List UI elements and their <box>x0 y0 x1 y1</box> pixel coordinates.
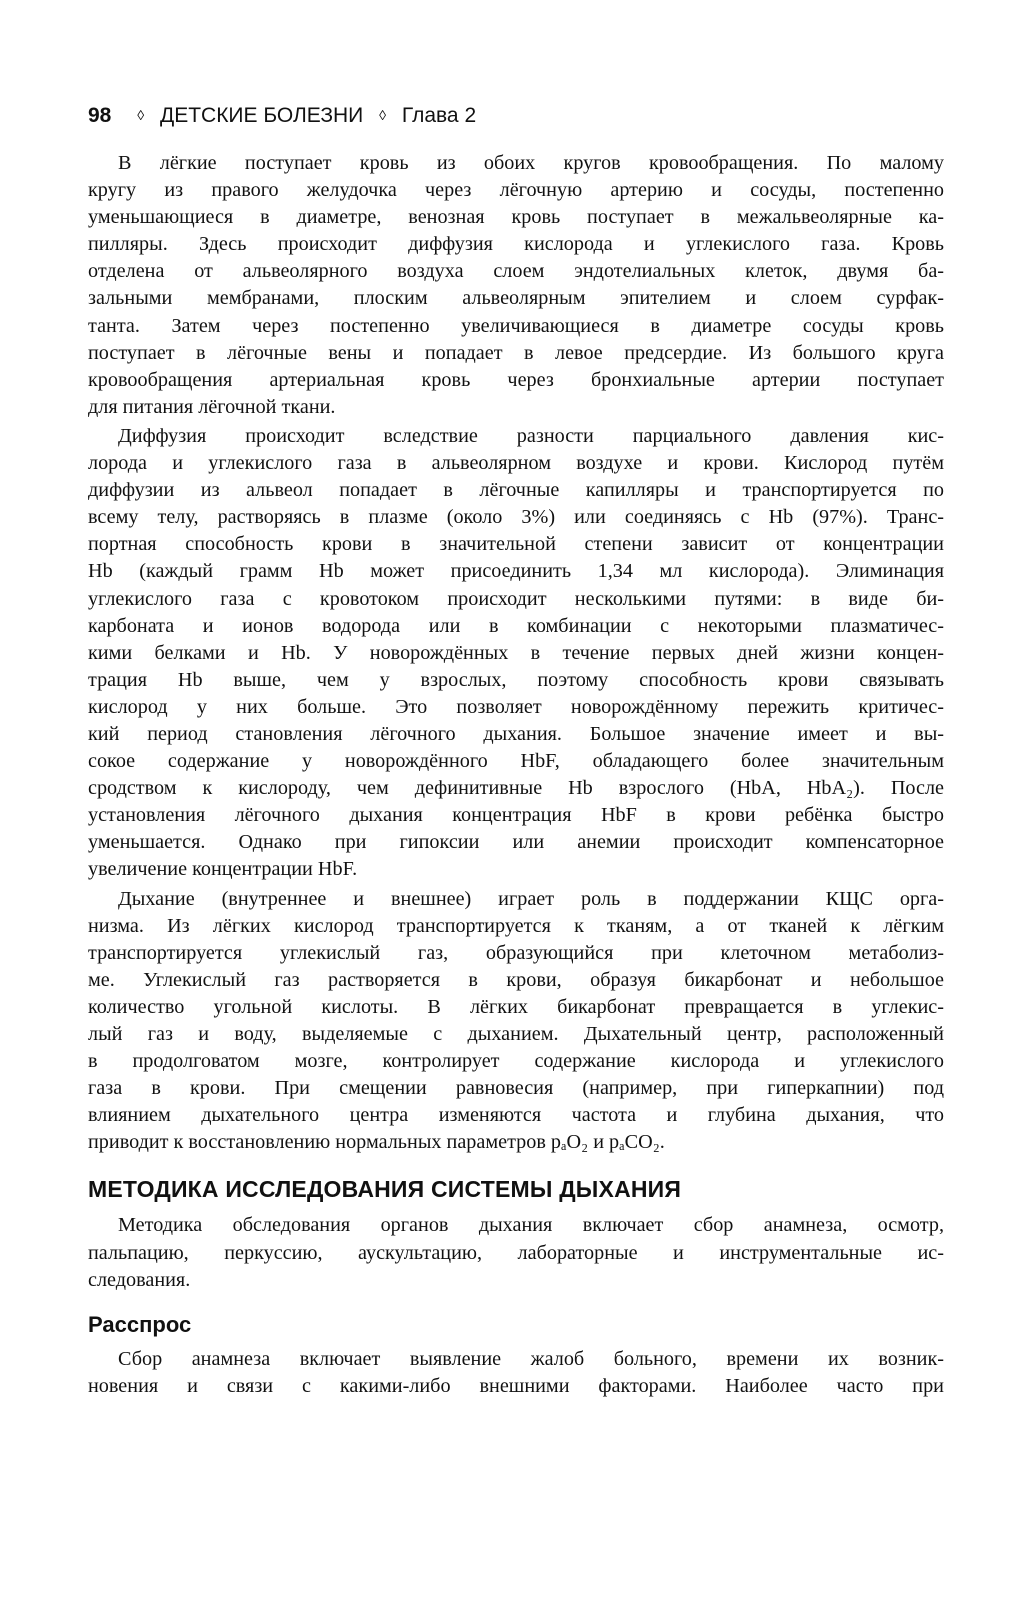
page-number: 98 <box>88 104 112 127</box>
subsection-heading: Расспрос <box>88 1311 192 1337</box>
text-line: диффузии из альвеол попадает в лёгочные капилляры и транспортируется по <box>88 479 944 502</box>
text-line: всему телу, растворяясь в плазме (около 3%) или соединяясь с Hb (97%). Транс- <box>88 506 944 529</box>
text-line: Дыхание (внутреннее и внешнее) играет роль в поддержании КЩС орга- <box>118 887 944 910</box>
text-line: зальными мембранами, плоским альвеолярным эпителием и слоем сурфак- <box>88 287 944 310</box>
section-heading: МЕТОДИКА ИССЛЕДОВАНИЯ СИСТЕМЫ ДЫХАНИЯ <box>88 1176 682 1203</box>
text-line: кровообращения артериальная кровь через бронхиальные артерии поступает <box>88 368 944 391</box>
text-line: отделена от альвеолярного воздуха слоем эндотелиальных клеток, двумя ба- <box>88 260 944 283</box>
text-line: кими белками и Hb. У новорождённых в течение первых дней жизни концен- <box>88 641 944 664</box>
text-line: лый газ и воду, выделяемые с дыханием. Дыхательный центр, расположенный <box>88 1023 944 1045</box>
text-line: портная способность крови в значительной степени зависит от концентрации <box>88 533 944 556</box>
book-title: ДЕТСКИЕ БОЛЕЗНИ <box>159 104 364 127</box>
text-line: количество угольной кислоты. В лёгких бикарбонат превращается в углекис- <box>88 995 944 1018</box>
text-line: Hb (каждый грамм Hb может присоединить 1,34 мл кислорода). Элиминация <box>88 560 944 583</box>
text-line: сокое содержание у новорождённого HbF, обладающего более значительным <box>88 750 944 773</box>
text-line: влиянием дыхательного центра изменяются частота и глубина дыхания, что <box>88 1104 944 1127</box>
text-line: кий период становления лёгочного дыхания. Большое значение имеет и вы- <box>88 722 944 745</box>
text-line: газа в крови. При смещении равновесия (например, при гиперкапнии) под <box>88 1077 944 1100</box>
text-line: уменьшается. Однако при гипоксии или анемии происходит компенсаторное <box>88 831 944 854</box>
text-line: Сбор анамнеза включает выявление жалоб больного, времени их возник- <box>118 1347 944 1370</box>
running-head <box>88 100 944 133</box>
text-line: пальпацию, перкуссию, аускультацию, лабораторные и инструментальные ис- <box>88 1241 944 1264</box>
text-line: Методика обследования органов дыхания включает сбор анамнеза, осмотр, <box>118 1214 944 1237</box>
diamond-separator-icon: ◊ <box>137 107 145 123</box>
text-line: карбоната и ионов водорода или в комбинации с некоторыми плазматичес- <box>88 614 944 637</box>
text-line: В лёгкие поступает кровь из обоих кругов кровообращения. По малому <box>118 152 944 174</box>
text-line: установления лёгочного дыхания концентрация HbF в крови ребёнка быстро <box>88 804 944 827</box>
paragraph-circulation <box>88 150 944 421</box>
text-line: танта. Затем через постепенно увеличивающиеся в диаметре сосуды кровь <box>88 314 944 337</box>
paragraph-respiration <box>88 886 944 1157</box>
text-line: следования. <box>88 1268 191 1291</box>
book-page <box>88 100 944 1400</box>
text-line: трация Hb выше, чем у взрослых, поэтому способность крови связывать <box>88 668 944 691</box>
text-line: для питания лёгочной ткани. <box>88 395 336 418</box>
text-line: уменьшающиеся в диаметре, венозная кровь поступает в межальвеолярные ка- <box>88 206 944 229</box>
paragraph-diffusion <box>88 423 944 884</box>
text-line: Диффузия происходит вследствие разности парциального давления кис- <box>118 424 944 447</box>
chapter-label: Глава 2 <box>401 104 477 127</box>
text-line: новения и связи с какими-либо внешними факторами. Наиболее часто при <box>88 1374 944 1397</box>
text-line: приводит к восстановлению нормальных параметров pₐO₂ и pₐCO₂. <box>88 1131 665 1154</box>
text-line: в продолговатом мозге, контролирует содержание кислорода и углекислого <box>88 1050 944 1073</box>
text-line: ме. Углекислый газ растворяется в крови, образуя бикарбонат и небольшое <box>88 968 944 991</box>
paragraph-anamnesis <box>88 1346 944 1400</box>
text-line: увеличение концентрации HbF. <box>88 858 358 881</box>
paragraph-method-intro <box>88 1212 944 1293</box>
text-line: углекислого газа с кровотоком происходит несколькими путями: в виде би- <box>88 587 944 610</box>
text-line: кругу из правого желудочка через лёгочную артерию и сосуды, постепенно <box>88 179 944 202</box>
text-line: сродством к кислороду, чем дефинитивные Hb взрослого (HbA, HbA₂). После <box>88 777 944 800</box>
diamond-separator-icon: ◊ <box>379 107 387 123</box>
text-line: низма. Из лёгких кислород транспортируется к тканям, а от тканей к лёгким <box>88 914 944 937</box>
text-line: кислород у них больше. Это позволяет новорождённому пережить критичес- <box>88 695 944 718</box>
text-line: поступает в лёгочные вены и попадает в левое предсердие. Из большого круга <box>88 341 944 364</box>
text-line: лорода и углекислого газа в альвеолярном воздухе и крови. Кислород путём <box>88 452 944 475</box>
text-line: транспортируется углекислый газ, образующийся при клеточном метаболиз- <box>88 941 944 964</box>
text-line: пилляры. Здесь происходит диффузия кислорода и углекислого газа. Кровь <box>88 233 944 256</box>
